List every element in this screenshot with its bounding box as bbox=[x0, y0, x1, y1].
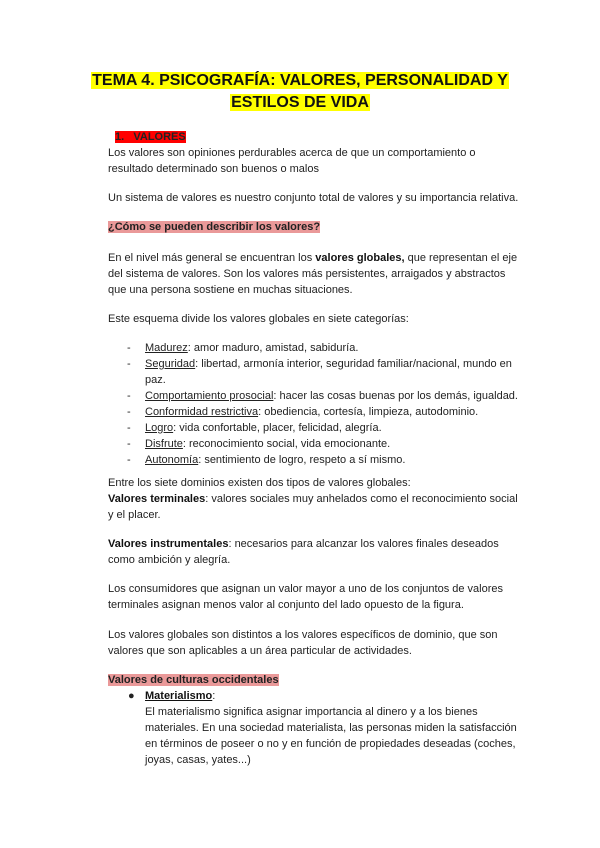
text-line: valores que son aplicables a un área particular de actividades. bbox=[108, 645, 412, 657]
category-desc: : reconocimiento social, vida emocionante. bbox=[182, 438, 391, 450]
list-item bbox=[127, 452, 527, 468]
text-line: Los valores globales son distintos a los valores específicos de dominio, que son bbox=[108, 629, 498, 641]
title-line-1: TEMA 4. PSICOGRAFÍA: VALORES, PERSONALIDAD Y bbox=[92, 72, 508, 89]
category-term: Conformidad restrictiva bbox=[145, 406, 259, 418]
text-line: del sistema de valores. Son los valores más persistentes, arraigados y abstractos bbox=[108, 268, 506, 280]
dash-marker: - bbox=[127, 454, 131, 466]
text-line: Los valores son opiniones perdurables acerca de que un comportamiento o bbox=[108, 147, 476, 159]
bold-term: Valores instrumentales bbox=[108, 538, 229, 550]
text-line: Entre los siete dominios existen dos tipos de valores globales: bbox=[108, 477, 411, 489]
paragraph-values-definition bbox=[108, 145, 548, 177]
subheading-describe-values bbox=[108, 219, 320, 235]
category-desc: : obediencia, cortesía, limpieza, autodominio. bbox=[258, 406, 479, 418]
paragraph-value-system: Un sistema de valores es nuestro conjunto total de valores y su importancia relativa. bbox=[108, 192, 519, 204]
category-term: Disfrute bbox=[145, 438, 183, 450]
dash-marker: - bbox=[127, 342, 131, 354]
list-item bbox=[127, 356, 527, 388]
paragraph-domain-values bbox=[108, 627, 568, 659]
category-term: Seguridad bbox=[145, 358, 196, 370]
category-desc: : vida confortable, placer, felicidad, alegría. bbox=[173, 422, 382, 434]
text-span: : valores sociales muy anhelados como el reconocimiento social bbox=[205, 493, 518, 505]
category-term: Logro bbox=[145, 422, 174, 434]
category-desc-cont: paz. bbox=[145, 374, 166, 386]
materialism-item bbox=[145, 688, 565, 768]
bullet-marker: ● bbox=[128, 690, 135, 702]
list-item bbox=[127, 436, 527, 452]
category-desc: : hacer las cosas buenas por los demás, igualdad. bbox=[273, 390, 518, 402]
paragraph-terminal-values bbox=[108, 475, 568, 523]
subheading-text: ¿Cómo se pueden describir los valores? bbox=[108, 221, 321, 233]
section-number: 1. bbox=[115, 131, 125, 143]
bold-term: Valores terminales bbox=[108, 493, 206, 505]
text-span: En el nivel más general se encuentran los bbox=[108, 252, 316, 264]
text-line: como ambición y alegría. bbox=[108, 554, 231, 566]
dash-marker: - bbox=[127, 358, 131, 370]
section-heading bbox=[115, 129, 186, 145]
dash-marker: - bbox=[127, 438, 131, 450]
subheading-text: Valores de culturas occidentales bbox=[108, 674, 279, 686]
list-item bbox=[127, 404, 527, 420]
text-line: El materialismo significa asignar importancia al dinero y a los bienes bbox=[145, 706, 478, 718]
category-desc: : libertad, armonía interior, seguridad familiar/nacional, mundo en bbox=[195, 358, 512, 370]
title-line-2: ESTILOS DE VIDA bbox=[231, 94, 369, 111]
paragraph-scheme: Este esquema divide los valores globales en siete categorías: bbox=[108, 313, 409, 325]
text-line: resultado determinado son buenos o malos bbox=[108, 163, 319, 175]
bold-term: Materialismo bbox=[145, 690, 213, 702]
list-item bbox=[127, 388, 527, 404]
text-line: que una persona sostiene en muchas situaciones. bbox=[108, 284, 353, 296]
text-line: terminales asignan menos valor al conjunto del lado opuesto de la figura. bbox=[108, 599, 464, 611]
categories-list bbox=[127, 340, 527, 468]
category-desc: : amor maduro, amistad, sabiduría. bbox=[187, 342, 359, 354]
text-span: : necesarios para alcanzar los valores finales deseados bbox=[228, 538, 499, 550]
text-span: : bbox=[212, 690, 216, 702]
page-title bbox=[0, 70, 600, 114]
bold-term: valores globales, bbox=[315, 252, 405, 264]
paragraph-instrumental-values bbox=[108, 536, 568, 568]
category-desc: : sentimiento de logro, respeto a sí mismo. bbox=[198, 454, 406, 466]
dash-marker: - bbox=[127, 390, 131, 402]
category-term: Autonomía bbox=[145, 454, 199, 466]
category-term: Madurez bbox=[145, 342, 188, 354]
text-line: y el placer. bbox=[108, 509, 161, 521]
paragraph-consumers bbox=[108, 581, 568, 613]
list-item bbox=[127, 340, 527, 356]
subheading-western-cultures bbox=[108, 672, 279, 688]
text-line: joyas, casas, yates...) bbox=[145, 754, 251, 766]
list-item bbox=[127, 420, 527, 436]
section-title: VALORES bbox=[133, 131, 186, 143]
paragraph-global-values bbox=[108, 250, 568, 298]
dash-marker: - bbox=[127, 422, 131, 434]
category-term: Comportamiento prosocial bbox=[145, 390, 274, 402]
text-span: que representan el eje bbox=[404, 252, 518, 264]
text-line: materiales. En una sociedad materialista, las personas miden la satisfacción bbox=[145, 722, 517, 734]
text-line: en términos de poseer o no y en función de propiedades deseadas (coches, bbox=[145, 738, 516, 750]
dash-marker: - bbox=[127, 406, 131, 418]
text-line: Los consumidores que asignan un valor mayor a uno de los conjuntos de valores bbox=[108, 583, 504, 595]
